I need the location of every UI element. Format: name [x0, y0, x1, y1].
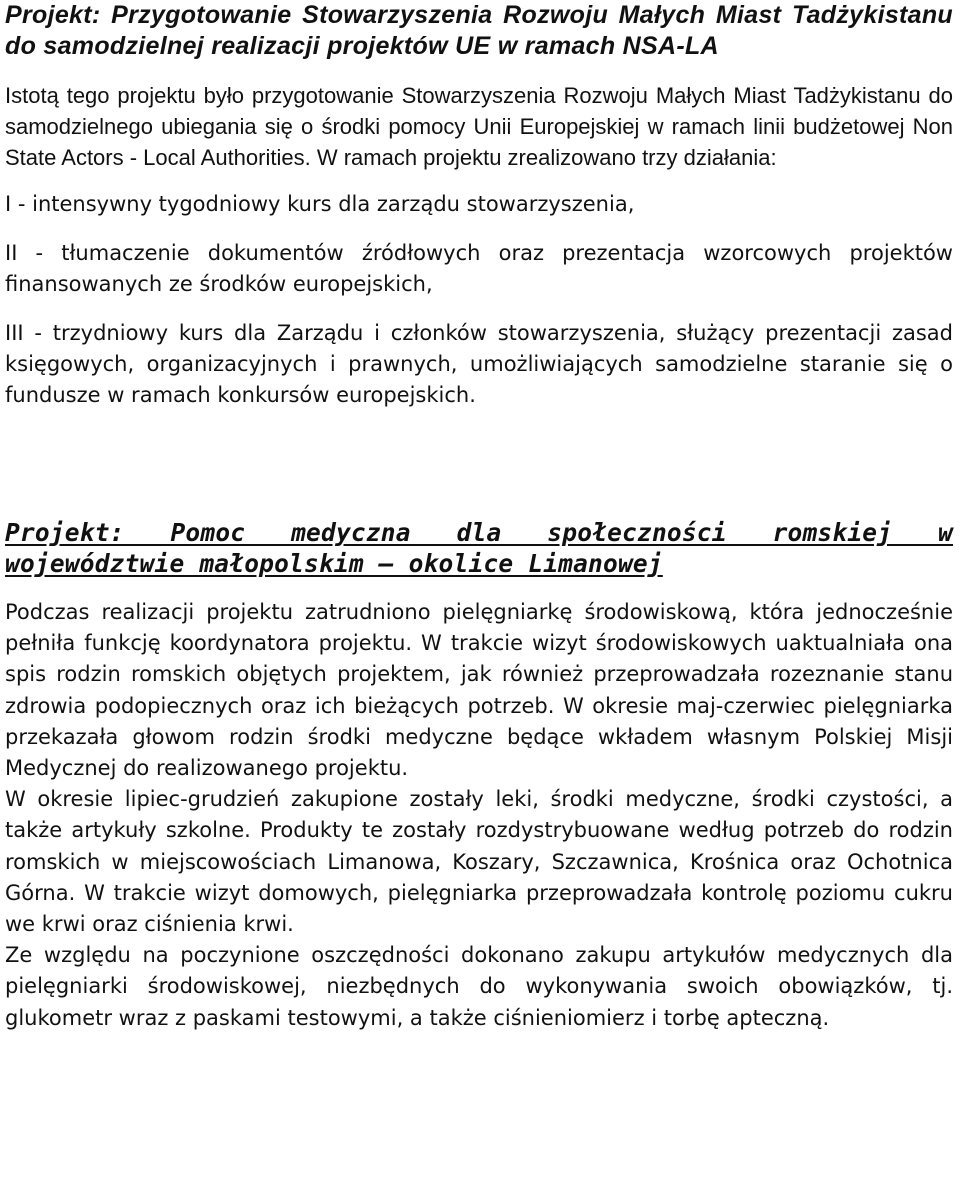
- section-title: Projekt: Przygotowanie Stowarzyszenia Rozwoju Małych Miast Tadżykistanu do samodzielnej realizacji projektów UE w ramach NSA-LA: [5, 1, 953, 60]
- body-paragraph-1: Podczas realizacji projektu zatrudniono pielęgniarkę środowiskową, która jednocześnie pełniła funkcję koordynatora projektu. W trakcie wizyt środowiskowych uaktualniała ona spis rodzin romskich objętych projektem, jak również przeprowadzała rozeznanie stanu zdrowia podopiecznych oraz ich bieżących potrzeb. W okresie maj-czerwiec pielęgniarka przekazała głowom rodzin środki medyczne będące wkładem własnym Polskiej Misji Medycznej do realizowanego projektu.: [5, 600, 953, 781]
- section-tajikistan-project: [5, 0, 953, 411]
- document-page: [5, 0, 953, 1034]
- section-title: Projekt: Pomoc medyczna dla społeczności romskiej w województwie małopolskim – okolice Limanowej: [5, 518, 953, 578]
- body-paragraph-2: W okresie lipiec-grudzień zakupione zostały leki, środki medyczne, środki czystości, a także artykuły szkolne. Produkty te zostały rozdystrybuowane według potrzeb do rodzin romskich w miejscowościach Limanowa, Koszary, Szczawnica, Krośnica oraz Ochotnica Górna. W trakcie wizyt domowych, pielęgniarka przeprowadzała kontrolę poziomu cukru we krwi oraz ciśnienia krwi.: [5, 787, 953, 937]
- activity-item-3: III - trzydniowy kurs dla Zarządu i członków stowarzyszenia, służący prezentacji zasad księgowych, organizacyjnych i prawnych, umożliwiających samodzielne staranie się o fundusze w ramach konkursów europejskich.: [5, 321, 953, 407]
- section-roma-medical-project: [5, 517, 953, 1034]
- body-paragraph-3: Ze względu na poczynione oszczędności dokonano zakupu artykułów medycznych dla pielęgniarki środowiskowej, niezbędnych do wykonywania swoich obowiązków, tj. glukometr wraz z paskami testowymi, a także ciśnieniomierz i torbę apteczną.: [5, 943, 953, 1030]
- activity-item-1: I - intensywny tygodniowy kurs dla zarządu stowarzyszenia,: [5, 192, 635, 216]
- activity-item-2: II - tłumaczenie dokumentów źródłowych oraz prezentacja wzorcowych projektów finansowanych ze środków europejskich,: [5, 241, 953, 296]
- section-intro-paragraph: Istotą tego projektu było przygotowanie Stowarzyszenia Rozwoju Małych Miast Tadżykistanu do samodzielnego ubiegania się o środki pomocy Unii Europejskiej w ramach linii budżetowej Non State Actors - Local Authorities. W ramach projektu zrealizowano trzy działania:: [5, 83, 953, 170]
